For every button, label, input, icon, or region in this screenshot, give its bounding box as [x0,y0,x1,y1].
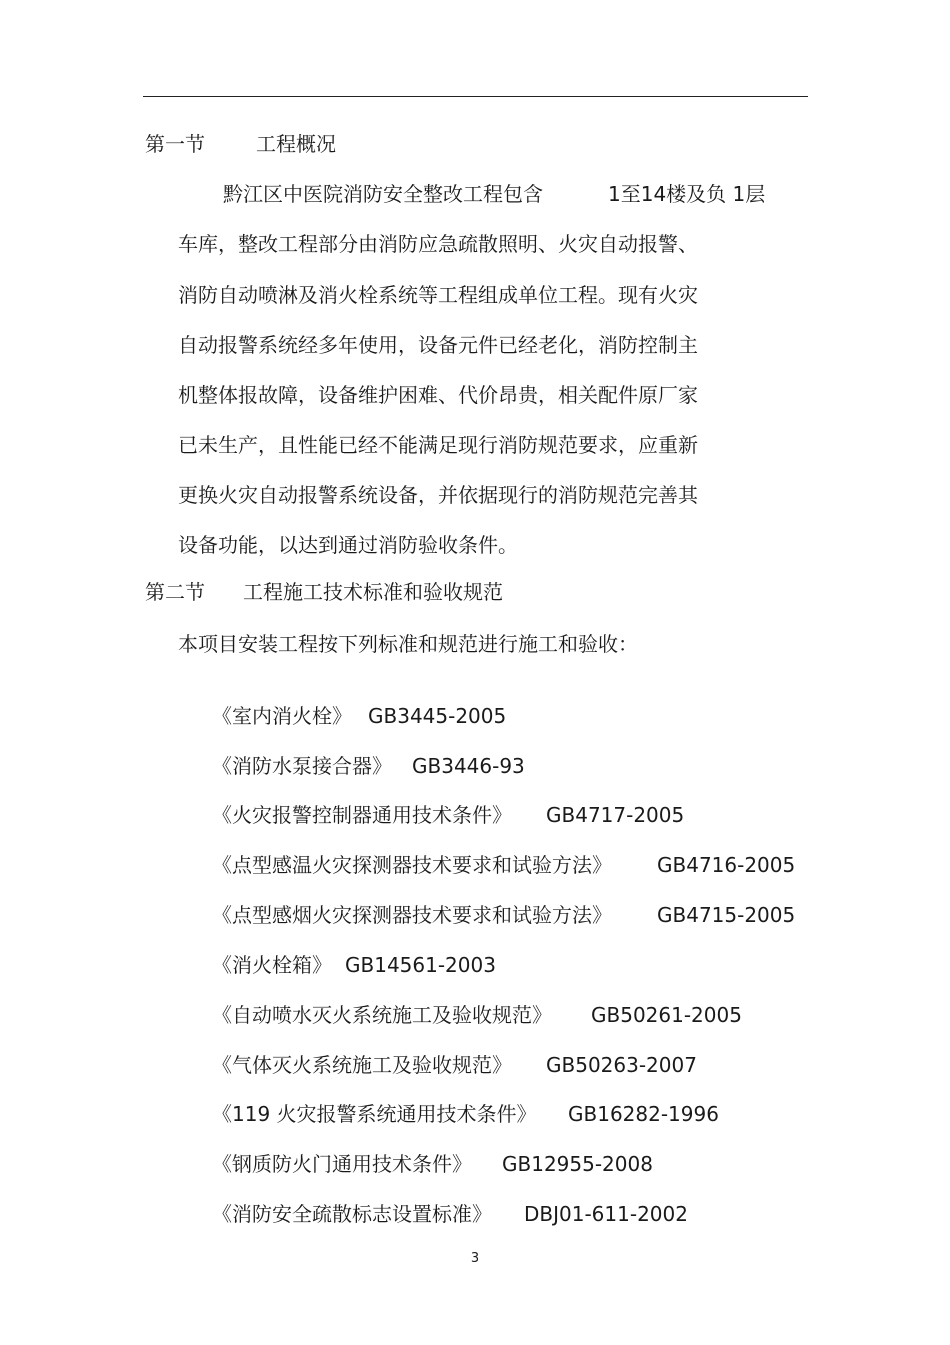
section1-para-line: 更换火灾自动报警系统设备，并依据现行的消防规范完善其 [178,483,698,507]
section1-para-line: 机整体报故障，设备维护困难、代价昂贵，相关配件原厂家 [178,383,698,407]
section2-title: 工程施工技术标准和验收规范 [243,580,503,604]
standard-code: GB50261-2005 [591,1003,742,1027]
standard-code: GB14561-2003 [345,953,496,977]
section1-para-line: 车库，整改工程部分由消防应急疏散照明、火灾自动报警、 [178,232,698,256]
header-rule [143,96,808,97]
section2-intro: 本项目安装工程按下列标准和规范进行施工和验收： [178,632,638,656]
standard-name: 《自动喷水灭火系统施工及验收规范》 [212,1003,552,1027]
standard-code: GB4717-2005 [546,803,685,827]
section1-para-line: 自动报警系统经多年使用，设备元件已经老化，消防控制主 [178,333,698,357]
standard-name: 《消火栓箱》 [212,953,332,977]
standard-code: GB16282-1996 [568,1102,719,1126]
standard-name: 《消防水泵接合器》 [212,754,392,778]
section1-para-line: 已未生产，且性能已经不能满足现行消防规范要求，应重新 [178,433,698,457]
standard-name: 《点型感温火灾探测器技术要求和试验方法》 [212,853,612,877]
standard-code: GB12955-2008 [502,1152,653,1176]
section1-para-line: 消防自动喷淋及消火栓系统等工程组成单位工程。现有火灾 [178,283,698,307]
standard-name: 《气体灭火系统施工及验收规范》 [212,1053,512,1077]
standard-code: GB3445-2005 [368,704,507,728]
standard-code: GB50263-2007 [546,1053,697,1077]
section1-para-start: 黔江区中医院消防安全整改工程包含 [223,182,543,206]
section2-number: 第二节 [145,580,205,604]
standard-code: GB3446-93 [412,754,525,778]
standard-code: GB4715-2005 [657,903,796,927]
section1-title: 工程概况 [256,132,336,156]
section1-para-floors: 1至14楼及负 1层 [608,182,766,206]
standard-name: 《钢质防火门通用技术条件》 [212,1152,472,1176]
standard-name: 《点型感烟火灾探测器技术要求和试验方法》 [212,903,612,927]
page-number: 3 [470,1251,480,1266]
standard-name: 《火灾报警控制器通用技术条件》 [212,803,512,827]
standard-code: GB4716-2005 [657,853,796,877]
standard-name: 《室内消火栓》 [212,704,352,728]
standard-code: DBJ01-611-2002 [524,1202,688,1226]
standard-name: 《119 火灾报警系统通用技术条件》 [212,1102,537,1126]
section1-number: 第一节 [145,132,205,156]
standard-name: 《消防安全疏散标志设置标准》 [212,1202,492,1226]
section1-para-line: 设备功能，以达到通过消防验收条件。 [178,533,518,557]
